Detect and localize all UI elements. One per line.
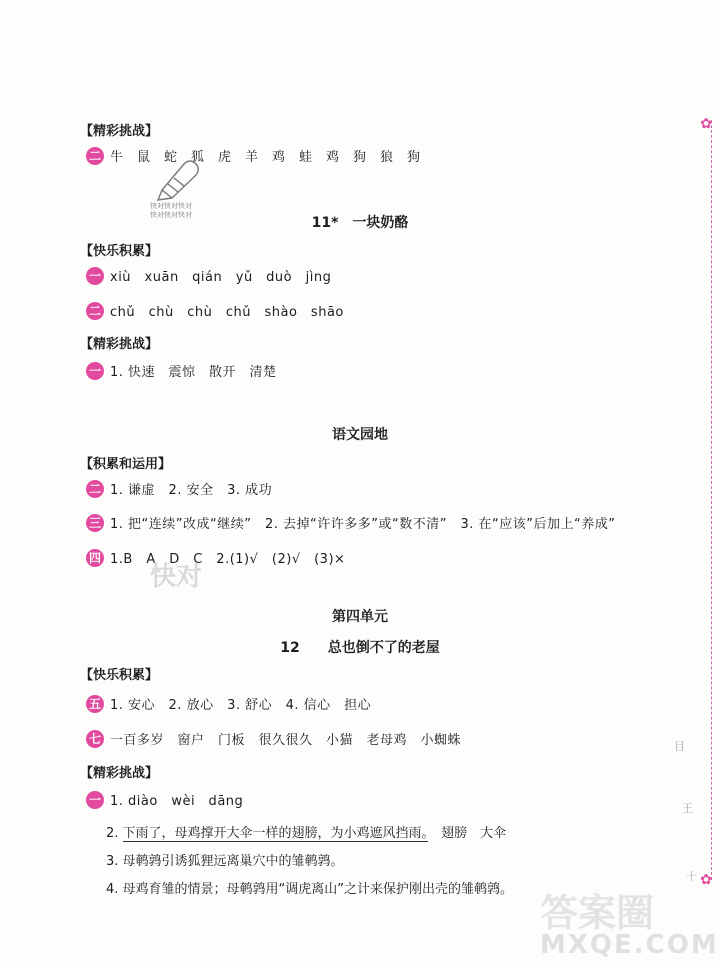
section-label: 【快乐积累】 — [80, 668, 159, 683]
answer-line — [86, 513, 615, 532]
answer-line: 4. 母鸡育雏的情景；母鹌鹑用“调虎离山”之计来保护刚出壳的雏鹌鹑。 — [106, 882, 514, 897]
flower-icon: ✿ — [700, 872, 712, 888]
number-badge: 五 — [86, 695, 104, 713]
number-badge: 二 — [86, 147, 104, 165]
answer-line — [86, 479, 272, 498]
margin-mark: 十 — [686, 870, 697, 883]
url-watermark: MXQE.COM — [540, 930, 719, 960]
answer-line — [86, 146, 421, 165]
underlined-sentence: 下雨了，母鸡撑开大伞一样的翅膀，为小鸡遮风挡雨。 — [122, 826, 429, 841]
answer-line — [86, 266, 331, 285]
flower-icon: ✿ — [700, 116, 712, 132]
section-label: 【精彩挑战】 — [80, 337, 159, 352]
section-title: 语文园地 — [332, 427, 388, 443]
answer-text: 1. 快速 震惊 散开 清楚 — [110, 365, 277, 380]
stamp-text: 快对快对快对 快对快对快对 — [150, 202, 192, 219]
section-label: 【精彩挑战】 — [80, 766, 159, 781]
answer-line — [86, 729, 461, 748]
answer-line — [86, 548, 345, 567]
answer-text: 一百多岁 窗户 门板 很久很久 小猫 老母鸡 小蜘蛛 — [110, 733, 462, 748]
answer-line — [86, 361, 277, 380]
margin-mark: 目 — [674, 740, 685, 753]
answer-line: 3. 母鹌鹑引诱狐狸远离巢穴中的雏鹌鹑。 — [106, 854, 344, 869]
margin-mark: 王 — [682, 802, 693, 815]
unit-title: 第四单元 — [332, 609, 388, 625]
right-margin-decoration — [711, 120, 720, 880]
number-badge: 七 — [86, 730, 104, 748]
answer-text: 1. 把“连续”改成“继续” 2. 去掉“许许多多”或“数不清” 3. 在“应该”后加上“养成” — [110, 517, 616, 532]
number-badge: 一 — [86, 362, 104, 380]
answer-text: chǔ chù chù chǔ shào shāo — [110, 305, 344, 320]
number-badge: 一 — [86, 791, 104, 809]
section-label: 【精彩挑战】 — [80, 124, 159, 139]
number-badge: 二 — [86, 302, 104, 320]
answer-line — [86, 301, 344, 320]
number-badge: 一 — [86, 267, 104, 285]
lesson-title: 11* 一块奶酪 — [311, 215, 409, 231]
answer-text: 1. 谦虚 2. 安全 3. 成功 — [110, 483, 273, 498]
section-label: 【积累和运用】 — [80, 457, 172, 472]
answer-logo-watermark: 答案圈 — [540, 891, 655, 935]
answer-text: xiù xuān qián yǔ duò jìng — [110, 270, 332, 285]
answer-line — [86, 694, 371, 713]
answer-text: 牛 鼠 蛇 狐 虎 羊 鸡 蛙 鸡 狗 狼 狗 — [110, 150, 421, 165]
number-badge: 二 — [86, 480, 104, 498]
answer-text: 1. diào wèi dāng — [110, 794, 244, 809]
answer-line — [86, 790, 243, 809]
answer-text: 1.B A D C 2.(1)√ (2)√ (3)× — [110, 552, 346, 567]
lesson-title: 12 总也倒不了的老屋 — [280, 640, 440, 656]
kuaidui-watermark: 快对 — [150, 562, 203, 592]
number-badge: 三 — [86, 514, 104, 532]
section-label: 【快乐积累】 — [80, 244, 159, 259]
answer-text: 1. 安心 2. 放心 3. 舒心 4. 信心 担心 — [110, 698, 372, 713]
number-badge: 四 — [86, 549, 104, 567]
answer-line: 2. 下雨了，母鸡撑开大伞一样的翅膀，为小鸡遮风挡雨。 翅膀 大伞 — [106, 826, 507, 841]
